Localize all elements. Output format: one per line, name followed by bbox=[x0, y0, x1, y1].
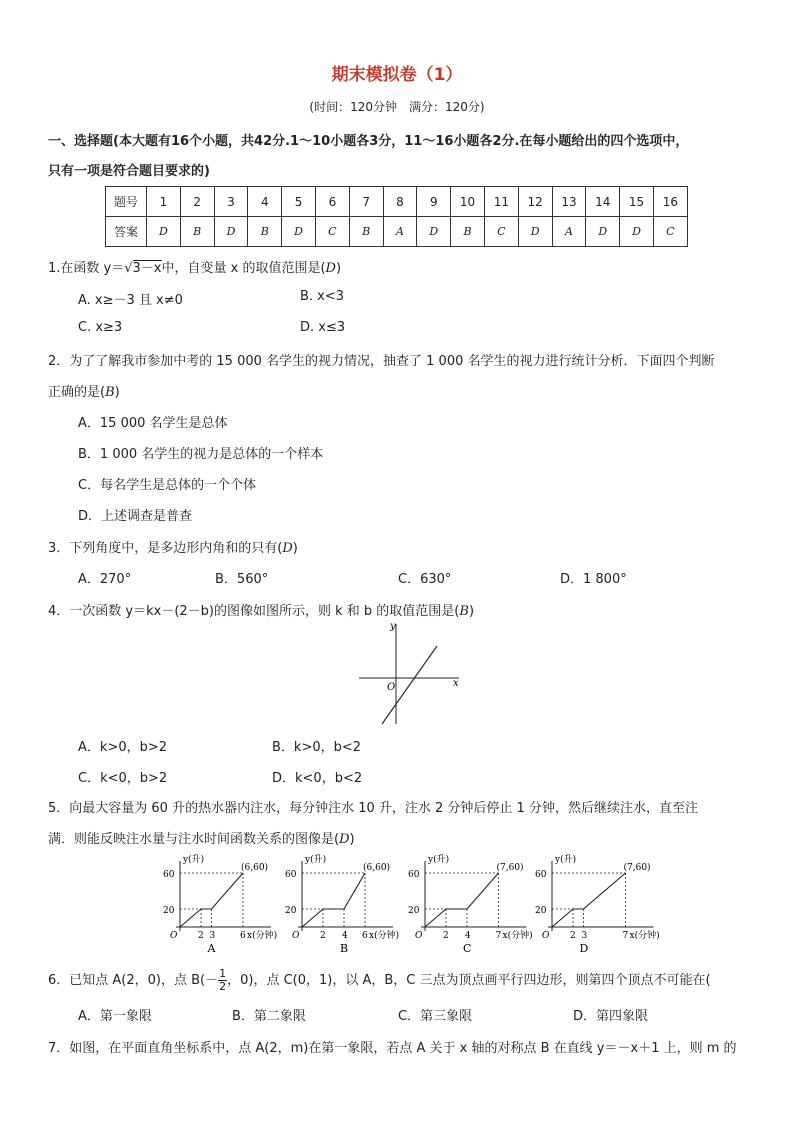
table-cell-answer: B bbox=[451, 217, 485, 247]
graph-tick-t3: 7 bbox=[622, 931, 629, 941]
graph-origin: O bbox=[415, 931, 423, 941]
q6-stem-end: ，0)，点 C(0，1)，以 A，B，C 三点为顶点画平行四边形，则第四个顶点不可能在( bbox=[227, 973, 711, 988]
answer-table-answer-row bbox=[106, 217, 688, 247]
q6-fraction bbox=[218, 968, 227, 993]
table-cell-answer: B bbox=[349, 217, 383, 247]
graph-option-label: C bbox=[463, 942, 472, 955]
table-cell-answer: D bbox=[586, 217, 620, 247]
q4-x-label: x bbox=[453, 678, 459, 689]
q1-option-a: A. x≥－3 且 x≠0 bbox=[78, 293, 183, 308]
q4-option-c: C．k<0，b>2 bbox=[78, 771, 168, 786]
table-cell-number: 3 bbox=[214, 187, 248, 217]
graph-x-label: x(分钟) bbox=[369, 931, 400, 941]
q2-answer: B bbox=[105, 385, 115, 400]
table-cell-number: 16 bbox=[653, 187, 687, 217]
q2-option-d: D．上述调查是普查 bbox=[78, 509, 193, 524]
q5-graph-a bbox=[150, 853, 290, 955]
table-cell-answer: D bbox=[620, 217, 654, 247]
question-3-stem bbox=[48, 537, 298, 556]
q1-option-d: D. x≤3 bbox=[300, 320, 346, 335]
q5-close: ) bbox=[349, 832, 355, 847]
table-cell-number: 13 bbox=[552, 187, 586, 217]
graph-tick-t2: 3 bbox=[581, 931, 588, 941]
table-cell-answer: C bbox=[315, 217, 349, 247]
q5-graph-c bbox=[395, 853, 535, 955]
q1-stem-start: 1.在函数 y＝ bbox=[48, 261, 125, 276]
table-cell-answer: B bbox=[180, 217, 214, 247]
graph-point-label: (7,60) bbox=[623, 863, 651, 873]
graph-tick-20: 20 bbox=[535, 906, 547, 916]
q4-stem: 4．一次函数 y＝kx－(2－b)的图像如图所示，则 k 和 b 的取值范围是( bbox=[48, 604, 460, 619]
q3-stem: 3．下列角度中，是多边形内角和的只有( bbox=[48, 541, 283, 556]
page-title: 期末模拟卷（1） bbox=[331, 65, 463, 85]
q3-option-b: B．560° bbox=[215, 572, 269, 587]
graph-function-line bbox=[552, 873, 626, 927]
q2-option-a: A．15 000 名学生是总体 bbox=[78, 416, 228, 431]
q1-option-c: C. x≥3 bbox=[78, 320, 123, 335]
question-4-stem bbox=[48, 600, 474, 619]
section1-heading-line1: 一、选择题(本大题有16个小题，共42分.1～10小题各3分，11～16小题各2分.在每小题给出的四个选项中， bbox=[48, 134, 689, 149]
q4-origin-label: O bbox=[387, 682, 396, 693]
q6-fraction-denominator: 2 bbox=[219, 980, 227, 993]
graph-tick-20: 20 bbox=[163, 906, 175, 916]
table-cell-number: 15 bbox=[620, 187, 654, 217]
q3-option-d: D．1 800° bbox=[560, 572, 627, 587]
graph-x-label: x(分钟) bbox=[629, 931, 660, 941]
q4-linear-function-graph bbox=[355, 620, 465, 726]
graph-y-label: y(升) bbox=[183, 855, 205, 865]
graph-x-label: x(分钟) bbox=[502, 931, 533, 941]
table-cell-number: 10 bbox=[451, 187, 485, 217]
section1-heading-line2: 只有一项是符合题目要求的) bbox=[48, 164, 210, 179]
question-5-stem-line2 bbox=[48, 828, 355, 847]
q4-y-label: y bbox=[390, 621, 396, 632]
question-5-stem-line1: 5．向最大容量为 60 升的热水器内注水，每分钟注水 10 升，注水 2 分钟后停止 1 分钟，然后继续注水，直至注 bbox=[48, 801, 698, 816]
table-cell-answer: C bbox=[653, 217, 687, 247]
q4-close: ) bbox=[468, 604, 475, 619]
q2-close: ) bbox=[114, 385, 120, 400]
question-7-stem-line1: 7．如图，在平面直角坐标系中，点 A(2，m)在第一象限，若点 A 关于 x 轴的对称点 B 在直线 y＝－x＋1 上，则 m 的 bbox=[48, 1041, 737, 1056]
table-header-answer: 答案 bbox=[106, 217, 147, 247]
graph-origin: O bbox=[170, 931, 178, 941]
q6-fraction-numerator: 1 bbox=[219, 967, 227, 980]
table-cell-number: 1 bbox=[147, 187, 181, 217]
graph-tick-t2: 4 bbox=[465, 931, 471, 941]
q3-option-c: C．630° bbox=[398, 572, 452, 587]
q1-close: ) bbox=[335, 261, 342, 276]
table-cell-answer: D bbox=[417, 217, 451, 247]
graph-tick-t1: 2 bbox=[320, 931, 326, 941]
q5-stem: 满．则能反映注水量与注水时间函数关系的图像是( bbox=[48, 832, 340, 847]
q4-answer: B bbox=[459, 604, 469, 619]
table-cell-number: 2 bbox=[180, 187, 214, 217]
table-cell-number: 4 bbox=[248, 187, 282, 217]
q2-stem: 正确的是( bbox=[48, 385, 106, 400]
graph-y-label: y(升) bbox=[428, 855, 450, 865]
graph-point-label: (7,60) bbox=[496, 863, 524, 873]
graph-x-label: x(分钟) bbox=[247, 931, 278, 941]
table-cell-answer: D bbox=[147, 217, 181, 247]
table-cell-number: 5 bbox=[282, 187, 316, 217]
table-cell-answer: A bbox=[383, 217, 417, 247]
table-cell-answer: D bbox=[282, 217, 316, 247]
graph-tick-20: 20 bbox=[285, 906, 297, 916]
graph-function-line bbox=[302, 873, 365, 927]
graph-point-label: (6,60) bbox=[241, 863, 269, 873]
q1-sqrt: √3－x bbox=[124, 261, 162, 276]
q5-graph-d bbox=[522, 853, 662, 955]
question-2-stem-line2 bbox=[48, 381, 120, 400]
q1-stem-end: 中，自变量 x 的取值范围是( bbox=[161, 261, 326, 276]
q3-answer: D bbox=[282, 541, 293, 556]
table-cell-answer: C bbox=[484, 217, 518, 247]
q4-option-d: D．k<0，b<2 bbox=[272, 771, 363, 786]
graph-tick-t1: 2 bbox=[570, 931, 576, 941]
table-cell-number: 9 bbox=[417, 187, 451, 217]
graph-y-label: y(升) bbox=[305, 855, 327, 865]
question-2-stem-line1: 2．为了了解我市参加中考的 15 000 名学生的视力情况，抽查了 1 000 名学生的视力进行统计分析．下面四个判断 bbox=[48, 354, 715, 369]
q5-graph-b bbox=[272, 853, 412, 955]
table-cell-number: 11 bbox=[484, 187, 518, 217]
graph-tick-60: 60 bbox=[285, 870, 297, 880]
q6-option-c: C．第三象限 bbox=[398, 1009, 473, 1024]
graph-tick-t1: 2 bbox=[198, 931, 204, 941]
table-cell-answer: A bbox=[552, 217, 586, 247]
graph-point-label: (6,60) bbox=[363, 863, 391, 873]
graph-tick-t3: 6 bbox=[362, 931, 368, 941]
table-cell-answer: D bbox=[518, 217, 552, 247]
table-cell-number: 7 bbox=[349, 187, 383, 217]
q1-radicand: 3－x bbox=[132, 261, 162, 276]
question-1-stem bbox=[48, 257, 341, 276]
graph-tick-t3: 7 bbox=[495, 931, 502, 941]
graph-option-label: A bbox=[207, 942, 216, 955]
q6-stem-start: 6．已知点 A(2，0)，点 B(－ bbox=[48, 973, 219, 988]
q2-option-c: C．每名学生是总体的一个个体 bbox=[78, 478, 257, 493]
graph-option-label: B bbox=[340, 942, 349, 955]
q4-option-b: B．k>0，b<2 bbox=[272, 740, 362, 755]
exam-info: (时间：120分钟 满分：120分) bbox=[309, 100, 485, 114]
q6-option-d: D．第四象限 bbox=[573, 1009, 649, 1024]
graph-origin: O bbox=[542, 931, 550, 941]
graph-tick-t2: 4 bbox=[342, 931, 348, 941]
q2-option-b: B．1 000 名学生的视力是总体的一个样本 bbox=[78, 447, 324, 462]
q6-option-a: A．第一象限 bbox=[78, 1009, 152, 1024]
table-cell-number: 6 bbox=[315, 187, 349, 217]
graph-tick-20: 20 bbox=[408, 906, 420, 916]
q3-option-a: A．270° bbox=[78, 572, 132, 587]
graph-tick-t2: 3 bbox=[209, 931, 216, 941]
graph-tick-t3: 6 bbox=[240, 931, 246, 941]
graph-y-label: y(升) bbox=[555, 855, 577, 865]
graph-tick-60: 60 bbox=[408, 870, 420, 880]
q5-answer: D bbox=[339, 832, 350, 847]
answer-table-number-row bbox=[106, 187, 688, 217]
question-6-stem bbox=[48, 968, 711, 993]
table-cell-number: 12 bbox=[518, 187, 552, 217]
graph-tick-60: 60 bbox=[535, 870, 547, 880]
table-header-number: 题号 bbox=[106, 187, 147, 217]
answer-table bbox=[105, 186, 688, 247]
graph-tick-t1: 2 bbox=[443, 931, 449, 941]
graph-function-line bbox=[425, 873, 499, 927]
table-cell-answer: B bbox=[248, 217, 282, 247]
q3-close: ) bbox=[292, 541, 298, 556]
table-cell-answer: D bbox=[214, 217, 248, 247]
q6-option-b: B．第二象限 bbox=[232, 1009, 306, 1024]
table-cell-number: 14 bbox=[586, 187, 620, 217]
graph-tick-60: 60 bbox=[163, 870, 175, 880]
table-cell-number: 8 bbox=[383, 187, 417, 217]
q4-option-a: A．k>0，b>2 bbox=[78, 740, 168, 755]
q1-option-b: B. x<3 bbox=[300, 289, 345, 304]
graph-option-label: D bbox=[579, 942, 589, 955]
q1-answer: D bbox=[325, 261, 336, 276]
graph-origin: O bbox=[292, 931, 300, 941]
